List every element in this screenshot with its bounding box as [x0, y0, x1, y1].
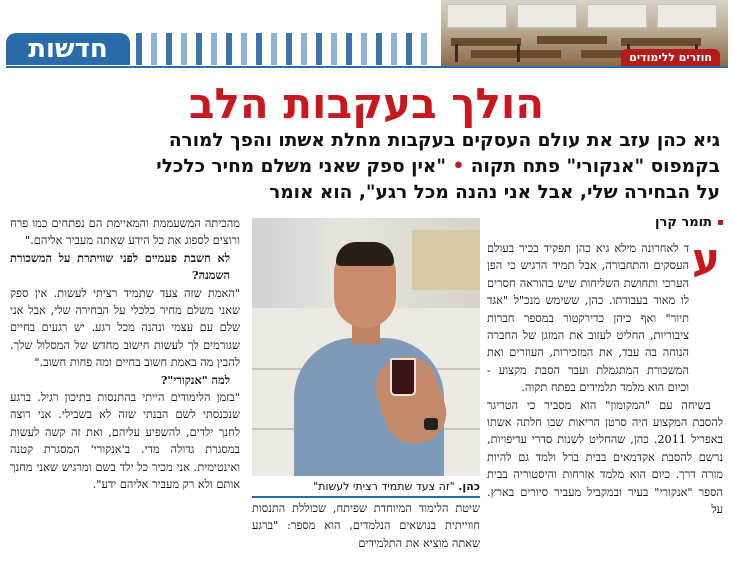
classroom-photo — [441, 0, 728, 66]
subhead-bullet: • — [452, 156, 465, 177]
article-photo — [252, 218, 480, 476]
paragraph: מהכיתה המשעממת והמאיימת הם נפתחים כמו פרח ורוצים לספוג את כל הידע שאתה מעביר אליהם." — [10, 217, 240, 248]
photo-caption — [252, 478, 480, 498]
article-column-right — [487, 234, 724, 519]
section-label: חדשות — [28, 34, 108, 64]
article-column-middle — [252, 500, 480, 552]
paragraph: שיטת הלימוד המיוחדת שפיתח, שכוללת התנסות חווייתית בנושאים הנלמדים, הוא מספר: "ברגע שאתה מוציא את התלמידים — [252, 502, 480, 550]
section-tab — [6, 33, 130, 65]
author-name: תומר קרן — [655, 215, 712, 230]
interview-answer: "בזמן הלימודים הייתי בהתנסות בתיכון רגיל. ברגע שנכנסתי לשם הבנתי שזה לא בשבילי. אני רוצה לחנך ילדים, להשפיע עליהם, ואת זה קשה לעשות במסגרת גדולה מדי. ב'אנקורי' המסגרת קטנה ואינטימית. אני מכיר כל ילד בשם ומרגיש שאני מחנך אותם ולא רק מעביר אליהם ידע". — [10, 391, 240, 492]
section-header — [0, 0, 733, 68]
caption-quote: "זה צעד שתמיד רציתי לעשות" — [313, 480, 455, 493]
article-subhead — [80, 128, 720, 206]
subhead-line-3: על הבחירה שלי, אבל אני נהנה מכל רגע", הוא אומר — [269, 182, 720, 203]
byline-marker — [718, 220, 723, 225]
article-headline: הולך בעקבות הלב — [188, 79, 545, 128]
byline — [560, 215, 723, 230]
wine-glass — [390, 358, 416, 396]
subhead-line-2: בקמפוס "אנקורי" פתח תקוה • "אין ספק שאני משלם מחיר כלכלי — [156, 156, 720, 177]
caption-name: כהן. — [458, 480, 480, 493]
back-to-school-badge: חוזרים ללימודים — [621, 49, 720, 66]
paragraph: בשיחה עם "המקומון" הוא מסביר כי הטריגר להסבת המקצוע היה סרטן הריאות שבו חלתה אשתו באפריל 2011. כהן, שהחליט לשנות סדרי עדיפויות, נרשם להסבת אקדמאים בבית ברל ולמד גם להיות מורה דרך. כיום הוא מלמד אזרחות והיסטוריה בבית הספר "אנקורי" בעיר ובמקביל מעביר סיורים בארץ. על — [487, 398, 724, 517]
interview-answer: "האמת שזה צעד שתמיד רציתי לעשות. אין ספק שאני משלם מחיר כלכלי על הבחירה שלי, אבל אני שלם עם עצמי ונהנה מכל רגע. יש רגעים בחיים שגורמים לך לעשות חישוב מחדש של המסלול שלך. להבין מה באמת חשוב בחיים ומה פחות חשוב." — [10, 286, 240, 370]
interview-question: לא חשבת פעמיים לפני שוויתרת על המשכורת השמנה? — [10, 250, 230, 283]
wristwatch — [424, 418, 438, 430]
header-stripes — [136, 33, 438, 65]
header-divider — [6, 66, 728, 68]
interview-question: למה "אנקורי"? — [160, 372, 230, 387]
paragraph: ד לאחרונה מילא גיא כהן תפקיד בכיר בעולם העסקים והתחבורה, אבל תמיד הרגיש כי הפן הערכי ותחושת השליחות שיש בהוראה חסרים לו מאוד בעבודתו. כהן, ששימש מנכ"ל "אגד תיור" ואף כיהן כדירקטור במספר חברות ציבוריות, החליט לעזוב את המזגן של החברה הנוחה בה עבד, את המזכירות, העוזרים ואת המשכורת המתגמלת ועבר הסבת מקצוע - וכיום הוא מלמד תלמידים בפתח תקוה. — [487, 242, 689, 395]
subhead-line-1: גיא כהן עזב את עולם העסקים בעקבות מחלת אשתו והפך למורה — [168, 130, 720, 151]
drop-cap: ע — [692, 234, 720, 283]
article-column-left — [10, 215, 240, 494]
